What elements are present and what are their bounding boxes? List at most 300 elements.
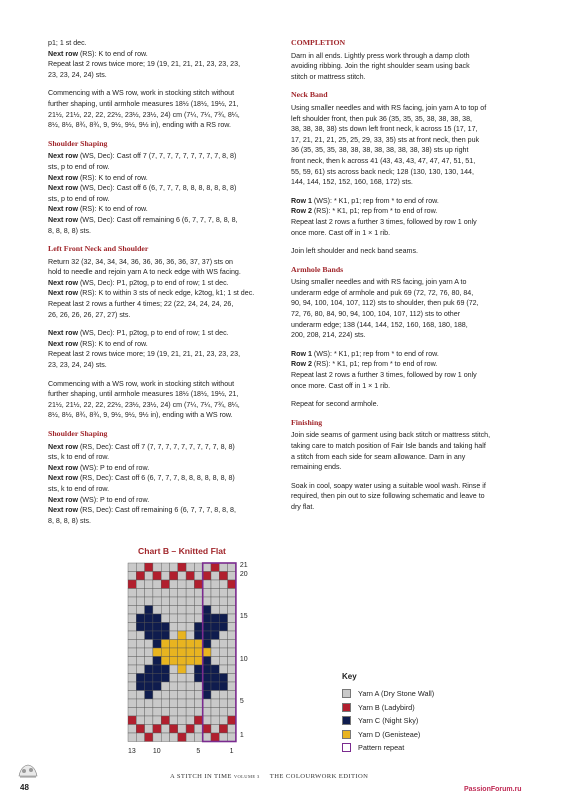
chart-cell [228, 606, 236, 615]
chart-cell [203, 691, 211, 700]
chart-cell [228, 733, 236, 742]
chart-cell [145, 631, 153, 640]
chart-cell [228, 725, 236, 734]
chart-cell [153, 580, 161, 589]
line-text: stitch or mattress stitch. [291, 72, 366, 81]
line-text: 72, 76, 80, 84, 90, 94, 100, 104, 107, 112) sts to other [291, 310, 461, 319]
chart-cell [194, 597, 202, 606]
chart-cell [128, 674, 136, 683]
chart-cell [186, 648, 194, 657]
row-label: Next row [48, 184, 78, 193]
chart-col-label: 13 [128, 747, 136, 755]
chart-cell [136, 708, 144, 717]
chart-col-label: 5 [196, 747, 201, 755]
line-text: once more. Cast off in 1 × 1 rib. [291, 381, 391, 390]
chart-cell [161, 614, 169, 623]
key-item [342, 687, 434, 701]
chart-cell [211, 708, 219, 717]
chart-cell [219, 640, 227, 649]
chart-cell [219, 572, 227, 581]
chart-cell [153, 708, 161, 717]
chart-cell [153, 563, 161, 572]
row-label: Next row [48, 49, 78, 58]
line-text: Soak in cool, soapy water using a suitable wool wash. Rinse if [291, 481, 486, 490]
section-heading: Shoulder Shaping [48, 138, 108, 148]
chart-cell [170, 580, 178, 589]
chart-cell [161, 589, 169, 598]
chart-cell [170, 589, 178, 598]
row-label: Next row [48, 278, 78, 287]
chart-cell [219, 682, 227, 691]
chart-cell [178, 708, 186, 717]
line-text: 8½, 8½, 8¾, 8¾, 9, 9½, 9½, 9½ in), ending with a RS row. [48, 121, 231, 130]
chart-cell [178, 691, 186, 700]
chart-cell [145, 716, 153, 725]
line-text: (RS): K to end of row. [77, 339, 148, 348]
chart-cell [203, 665, 211, 674]
section-heading: Shoulder Shaping [48, 429, 108, 438]
chart-cell [153, 631, 161, 640]
key-item [342, 728, 434, 742]
chart-cell [228, 623, 236, 632]
chart-cell [128, 631, 136, 640]
chart-cell [136, 725, 144, 734]
chart-cell [128, 665, 136, 674]
chart-cell [203, 597, 211, 606]
chart-cell [186, 623, 194, 632]
chart-cell [178, 614, 186, 623]
chart-cell [161, 674, 169, 683]
chart-cell [145, 640, 153, 649]
line-text: 8½, 8½, 8¾, 8¾, 9, 9½, 9½, 9½ in), ending with a WS row. [48, 411, 233, 420]
chart-cell [211, 606, 219, 615]
chart-cell [203, 708, 211, 717]
line-text: underarm edge of armhole and puk 69 (72, 72, 76, 80, 84, [291, 288, 474, 297]
line-text: (WS, Dec): P1, p2tog, p to end of row; 1 st dec. [77, 278, 229, 287]
chart-cell [219, 674, 227, 683]
chart-cell [136, 674, 144, 683]
chart-key [342, 672, 434, 755]
chart-cell [153, 640, 161, 649]
line-text: front neck, then k across 41 (43, 43, 43, 47, 47, 47, 51, 51, [291, 156, 476, 165]
chart-cell [219, 699, 227, 708]
line-text: Repeat last 2 rows a further 3 times, followed by row 1 only [291, 217, 477, 226]
row-label: Next row [48, 152, 78, 161]
chart-cell [136, 733, 144, 742]
chart-cell [136, 716, 144, 725]
chart-cell [203, 580, 211, 589]
line-text: (RS): * K1, p1; rep from * to end of row. [311, 207, 438, 216]
chart-cell [136, 614, 144, 623]
chart-cell [178, 682, 186, 691]
chart-cell [170, 657, 178, 666]
chart-col-label: 1 [229, 747, 234, 755]
chart-cell [145, 657, 153, 666]
chart-cell [128, 640, 136, 649]
chart-cell [170, 563, 178, 572]
line-text: (RS): K to end of row. [77, 49, 148, 58]
line-text: hold to needle and rejoin yarn A to neck edge with WS facing. [48, 268, 241, 277]
row-label: Next row [48, 289, 78, 298]
chart-cell [228, 614, 236, 623]
chart-cell [186, 563, 194, 572]
chart-cell [178, 572, 186, 581]
chart-cell [136, 657, 144, 666]
chart-cell [178, 648, 186, 657]
chart-cell [161, 623, 169, 632]
line-text: (WS, Dec): Cast off 7 (7, 7, 7, 7, 7, 7, 7, 7, 7, 8, 8) [77, 152, 237, 161]
line-text: 23, 23, 24, 24) sts. [48, 70, 107, 79]
line-text: (WS, Dec): Cast off remaining 6 (6, 7, 7, 7, 8, 8, 8, [77, 215, 238, 224]
chart-cell [219, 614, 227, 623]
chart-cell [161, 631, 169, 640]
key-label: Yarn D (Genisteae) [358, 729, 421, 739]
line-text: dry flat. [291, 502, 315, 511]
chart-cell [194, 589, 202, 598]
chart-cell [178, 597, 186, 606]
chart-cell [219, 733, 227, 742]
chart-cell [211, 580, 219, 589]
chart-cell [128, 623, 136, 632]
row-label: Next row [48, 463, 78, 472]
chart-cell [136, 597, 144, 606]
chart-cell [186, 682, 194, 691]
chart-row-label: 1 [239, 732, 244, 739]
line-text: Using smaller needles and with RS facing, join yarn A to [291, 278, 467, 287]
chart-cell [219, 657, 227, 666]
chart-row-label: 15 [239, 613, 248, 620]
chart-cell [194, 716, 202, 725]
line-text: 144, 144, 152, 152, 160, 168, 172) sts. [291, 178, 413, 187]
chart-cell [153, 597, 161, 606]
chart-row-label: 21 [239, 562, 248, 569]
chart-cell [219, 725, 227, 734]
chart-cell [203, 725, 211, 734]
line-text: 26, 26, 26, 26, 27, 27) sts. [48, 310, 131, 319]
chart-cell [211, 589, 219, 598]
key-swatch [342, 689, 351, 698]
row-label: Next row [48, 442, 78, 451]
line-text: Repeat last 2 rows twice more; 19 (19, 21, 21, 21, 23, 23, 23, [48, 60, 241, 69]
chart-row-label: 10 [239, 655, 248, 663]
chart-cell [186, 572, 194, 581]
chart-cell [153, 657, 161, 666]
chart-cell [178, 733, 186, 742]
chart-cell [211, 665, 219, 674]
chart-cell [170, 708, 178, 717]
chart-cell [170, 614, 178, 623]
chart-cell [186, 614, 194, 623]
row-label: Next row [48, 339, 78, 348]
chart-cell [128, 725, 136, 734]
chart-cell [203, 614, 211, 623]
chart-cell [194, 674, 202, 683]
chart-cell [228, 572, 236, 581]
line-text: avoiding ribbing. Join the right shoulder seam using back [291, 62, 470, 71]
chart-cell [136, 699, 144, 708]
line-text: (WS, Dec): Cast off 6 (6, 7, 7, 7, 8, 8, 8, 8, 8, 8, 8) [77, 184, 237, 193]
key-label: Yarn B (Ladybird) [358, 702, 415, 712]
chart-cell [186, 674, 194, 683]
chart-cell [228, 597, 236, 606]
chart-row-label: 5 [239, 698, 244, 705]
chart-cell [178, 631, 186, 640]
chart-cell [161, 606, 169, 615]
chart-cell [145, 691, 153, 700]
page-number: 48 [20, 783, 29, 792]
chart-cell [219, 597, 227, 606]
line-text: further shaping, until armhole measures 18½ (18½, 19½, 21, [48, 390, 239, 399]
chart-cell [153, 691, 161, 700]
chart-cell [145, 606, 153, 615]
line-text: (RS, Dec): Cast off 6 (6, 7, 7, 7, 8, 8, 8, 8, 8, 8, 8) [77, 474, 235, 483]
chart-cell [128, 648, 136, 657]
chart-cell [228, 589, 236, 598]
chart-cell [203, 589, 211, 598]
chart-cell [211, 572, 219, 581]
chart-cell [178, 563, 186, 572]
chart-cell [203, 631, 211, 640]
chart-cell [194, 623, 202, 632]
chart-cell [170, 597, 178, 606]
chart-cell [136, 589, 144, 598]
chart-cell [194, 648, 202, 657]
chart-cell [228, 657, 236, 666]
chart-cell [228, 708, 236, 717]
row-label: Next row [48, 173, 78, 182]
line-text: 21½, 21½, 22, 22, 22½, 23½, 23½, 24) cm (7¼, 7¼, 7¾, 8¼, [48, 400, 240, 409]
chart-cell [170, 682, 178, 691]
line-text: Repeat last 2 rows a further 4 times; 22 (22, 24, 24, 24, 26, [48, 300, 234, 309]
chart-cell [178, 640, 186, 649]
chart-cell [211, 682, 219, 691]
line-text: Return 32 (32, 34, 34, 34, 36, 36, 36, 36, 36, 37, 37) sts on [48, 257, 233, 266]
chart-cell [194, 665, 202, 674]
chart-cell [145, 682, 153, 691]
chart-cell [211, 699, 219, 708]
key-label: Yarn A (Dry Stone Wall) [358, 689, 435, 699]
chart-cell [219, 623, 227, 632]
chart-cell [128, 716, 136, 725]
chart-cell [178, 699, 186, 708]
chart-cell [136, 631, 144, 640]
chart-cell [211, 597, 219, 606]
chart-cell [211, 674, 219, 683]
chart-cell [161, 716, 169, 725]
chart-cell [219, 708, 227, 717]
chart-cell [161, 733, 169, 742]
chart-cell [145, 597, 153, 606]
line-text: (WS): P to end of row. [77, 463, 150, 472]
chart-cell [228, 640, 236, 649]
chart-cell [153, 733, 161, 742]
line-text: Darn in all ends. Lightly press work through a damp cloth [291, 51, 470, 60]
line-text: (WS): * K1, p1; rep from * to end of row. [311, 349, 439, 358]
chart-cell [178, 657, 186, 666]
chart-cell [153, 665, 161, 674]
line-text: 90, 94, 100, 104, 107, 112) sts to shoulder, then puk 69 (72, [291, 299, 479, 308]
chart-cell [178, 716, 186, 725]
chart-cell [145, 623, 153, 632]
line-text: (WS, Dec): P1, p2tog, p to end of row; 1 st dec. [77, 329, 229, 338]
row-label: Next row [48, 215, 78, 224]
key-swatch [342, 743, 351, 752]
chart-cell [145, 674, 153, 683]
chart-cell [178, 623, 186, 632]
row-label: Next row [48, 474, 78, 483]
chart-cell [170, 606, 178, 615]
chart-cell [194, 691, 202, 700]
line-text: required, then pin out to size following schematic and leave to [291, 492, 485, 501]
chart-cell [211, 725, 219, 734]
chart-cell [228, 563, 236, 572]
chart-cell [170, 733, 178, 742]
chart-cell [186, 631, 194, 640]
chart-cell [128, 699, 136, 708]
chart-cell [219, 563, 227, 572]
chart-cell [203, 572, 211, 581]
chart-cell [153, 623, 161, 632]
row-label: Row 1 [291, 196, 312, 205]
line-text: 38, 38, 38, 38) sts down left front neck, k across 15 (17, 17, [291, 125, 478, 134]
line-text: Repeat for second armhole. [291, 400, 379, 409]
chart-cell [161, 657, 169, 666]
chart-cell [161, 691, 169, 700]
chart-cell [145, 699, 153, 708]
chart-cell [128, 708, 136, 717]
line-text: (RS): K to within 3 sts of neck edge, k2tog, k1; 1 st dec. [77, 289, 255, 298]
line-text: sts, p to end of row. [48, 162, 110, 171]
chart-cell [161, 682, 169, 691]
chart-cell [178, 725, 186, 734]
chart-cell [153, 589, 161, 598]
chart-cell [194, 733, 202, 742]
chart-cell [219, 648, 227, 657]
chart-cell [228, 648, 236, 657]
publication-logo-icon [17, 762, 39, 785]
chart-row-label: 20 [239, 570, 248, 578]
line-text: (RS): K to end of row. [77, 173, 148, 182]
chart-cell [203, 648, 211, 657]
chart-cell [203, 606, 211, 615]
chart-cell [228, 682, 236, 691]
chart-cell [194, 606, 202, 615]
chart-cell [128, 733, 136, 742]
chart-cell [136, 623, 144, 632]
chart-cell [186, 606, 194, 615]
line-text: 23, 23, 24, 24) sts. [48, 361, 107, 370]
chart-col-label: 10 [152, 747, 161, 755]
line-text: (WS): P to end of row. [77, 495, 150, 504]
chart-cell [170, 699, 178, 708]
key-swatch [342, 716, 351, 725]
chart-cell [194, 572, 202, 581]
chart-cell [186, 708, 194, 717]
chart-cell [161, 640, 169, 649]
chart-cell [211, 716, 219, 725]
line-text: (RS): * K1, p1; rep from * to end of row. [311, 360, 438, 369]
line-text: Using smaller needles and with RS facing, join yarn A to top of [291, 103, 487, 112]
line-text: taking care to match position of Fair Isle bands and taking half [291, 442, 486, 450]
chart-cell [145, 665, 153, 674]
chart-cell [211, 563, 219, 572]
chart-cell [136, 665, 144, 674]
chart-cell [194, 682, 202, 691]
chart-cell [228, 691, 236, 700]
key-item [342, 714, 434, 728]
chart-cell [211, 657, 219, 666]
line-text: 17, 21, 21, 21, 25, 25, 29, 33, 35) sts at front neck, then puk [291, 135, 480, 144]
chart-cell [170, 691, 178, 700]
row-label: Next row [48, 205, 78, 214]
row-label: Next row [48, 506, 78, 515]
line-text: Join left shoulder and neck band seams. [291, 247, 418, 256]
chart-cell [186, 657, 194, 666]
chart-cell [203, 716, 211, 725]
line-text: Repeat last 2 rows a further 3 times, followed by row 1 only [291, 371, 477, 380]
chart-cell [153, 648, 161, 657]
chart-cell [145, 733, 153, 742]
line-text: 8, 8, 8, 8) sts. [48, 516, 91, 525]
line-text: 55, 59, 61) sts across back neck; 128 (130, 130, 130, 144, [291, 167, 474, 176]
line-text: once more. Cast off in 1 × 1 rib. [291, 228, 391, 237]
chart-cell [145, 708, 153, 717]
line-text: (WS): * K1, p1; rep from * to end of row. [311, 196, 439, 205]
chart-cell [153, 572, 161, 581]
line-text: 21½, 21½, 22, 22, 22½, 23½, 23½, 24) cm (7¼, 7¼, 7¾, 8¼, [48, 110, 240, 119]
chart-cell [219, 580, 227, 589]
chart-cell [186, 597, 194, 606]
chart-cell [136, 606, 144, 615]
line-text: sts, p to end of row. [48, 194, 110, 203]
chart-cell [128, 589, 136, 598]
chart-cell [153, 606, 161, 615]
chart-cell [161, 708, 169, 717]
section-heading: Left Front Neck and Shoulder [48, 244, 149, 254]
line-text: Commencing with a WS row, work in stocking stitch without [48, 89, 235, 98]
chart-cell [203, 674, 211, 683]
line-text: Repeat last 2 rows twice more; 19 (19, 21, 21, 21, 23, 23, 23, [48, 350, 241, 359]
chart-cell [219, 589, 227, 598]
chart-cell [145, 725, 153, 734]
chart-cell [186, 665, 194, 674]
row-label: Next row [48, 329, 78, 338]
chart-cell [145, 563, 153, 572]
line-text: (RS): K to end of row. [77, 205, 148, 214]
chart-cell [186, 691, 194, 700]
chart-cell [153, 682, 161, 691]
line-text: (RS, Dec): Cast off remaining 6 (6, 7, 7, 7, 8, 8, 8, [77, 506, 236, 515]
chart-cell [161, 699, 169, 708]
chart-cell [186, 699, 194, 708]
chart-cell [219, 606, 227, 615]
site-watermark: PassionForum.ru [464, 786, 522, 793]
section-heading: COMPLETION [291, 38, 346, 47]
chart-cell [203, 640, 211, 649]
chart-cell [194, 640, 202, 649]
key-swatch [342, 703, 351, 712]
chart-cell [153, 716, 161, 725]
chart-cell [219, 665, 227, 674]
line-text: 8, 8, 8, 8) sts. [48, 226, 91, 235]
chart-cell [145, 589, 153, 598]
chart-title: Chart B – Knitted Flat [138, 546, 226, 556]
line-text: 200, 208, 214, 224) sts. [291, 331, 366, 340]
chart-cell [170, 640, 178, 649]
line-text: 36 (35, 35, 35, 38, 38, 38, 38, 38, 38, 38, 38) sts up right [291, 146, 469, 155]
chart-cell [128, 572, 136, 581]
chart-cell [128, 606, 136, 615]
